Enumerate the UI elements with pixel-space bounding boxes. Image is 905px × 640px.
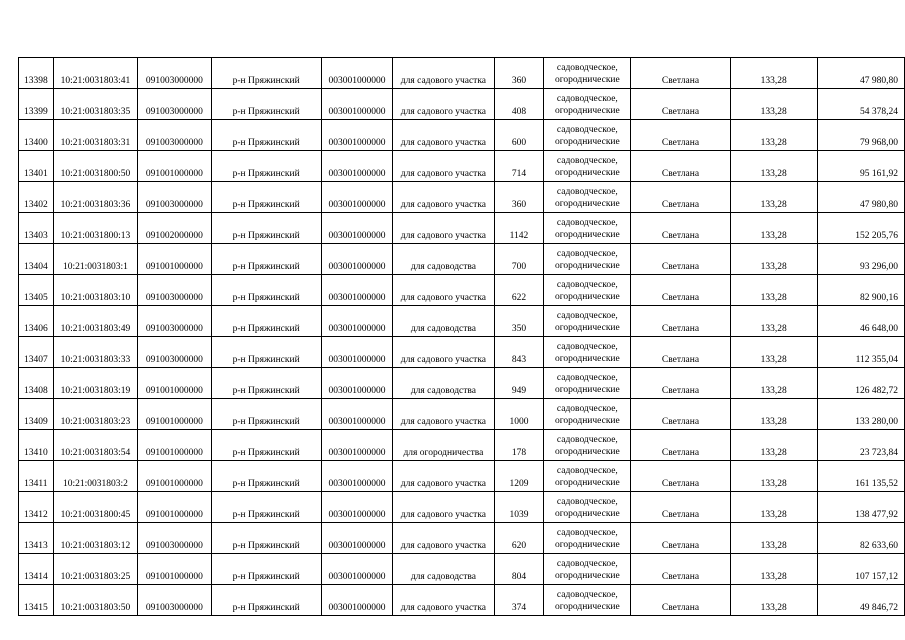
category-line-1: садоводческое,	[556, 373, 618, 383]
row-number-cell: 13400	[19, 120, 54, 151]
permitted-use-cell: для садового участка	[393, 58, 494, 89]
amount-cell: 82 633,60	[817, 523, 904, 554]
area-cell: 360	[494, 58, 544, 89]
land-registry-sheet	[18, 57, 905, 616]
territory-code-cell: 091003000000	[138, 58, 211, 89]
area-cell: 714	[494, 151, 544, 182]
permitted-use-cell: для садового участка	[393, 89, 494, 120]
cadastral-number-cell: 10:21:0031803:25	[53, 554, 138, 585]
owner-name-cell: Светлана	[631, 523, 730, 554]
area-cell: 804	[494, 554, 544, 585]
territory-code-cell: 091001000000	[138, 554, 211, 585]
table-row	[19, 89, 905, 120]
territory-code-cell: 091003000000	[138, 89, 211, 120]
owner-name-cell: Светлана	[631, 151, 730, 182]
owner-name-cell: Светлана	[631, 585, 730, 616]
table-row	[19, 554, 905, 585]
cadastral-number-cell: 10:21:0031803:19	[53, 368, 138, 399]
row-number-cell: 13409	[19, 399, 54, 430]
owner-name-cell: Светлана	[631, 244, 730, 275]
category-cell	[544, 182, 631, 213]
rate-cell: 133,28	[730, 58, 817, 89]
district-cell: р-н Пряжинский	[211, 213, 321, 244]
row-number-cell: 13412	[19, 492, 54, 523]
amount-cell: 112 355,04	[817, 337, 904, 368]
category-cell	[544, 492, 631, 523]
territory-code-cell: 091001000000	[138, 430, 211, 461]
district-cell: р-н Пряжинский	[211, 461, 321, 492]
table-row	[19, 275, 905, 306]
zone-code-cell: 003001000000	[321, 244, 393, 275]
owner-name-cell: Светлана	[631, 89, 730, 120]
category-cell	[544, 58, 631, 89]
category-cell	[544, 120, 631, 151]
row-number-cell: 13411	[19, 461, 54, 492]
area-cell: 949	[494, 368, 544, 399]
zone-code-cell: 003001000000	[321, 306, 393, 337]
territory-code-cell: 091003000000	[138, 337, 211, 368]
area-cell: 360	[494, 182, 544, 213]
cadastral-number-cell: 10:21:0031800:50	[53, 151, 138, 182]
land-plots-table	[18, 57, 905, 616]
category-line-1: садоводческое,	[556, 497, 618, 507]
owner-name-cell: Светлана	[631, 492, 730, 523]
zone-code-cell: 003001000000	[321, 182, 393, 213]
cadastral-number-cell: 10:21:0031800:45	[53, 492, 138, 523]
category-line-2: огороднические	[554, 354, 620, 364]
category-cell	[544, 554, 631, 585]
permitted-use-cell: для садоводства	[393, 554, 494, 585]
rate-cell: 133,28	[730, 399, 817, 430]
row-number-cell: 13415	[19, 585, 54, 616]
table-row	[19, 492, 905, 523]
district-cell: р-н Пряжинский	[211, 337, 321, 368]
cadastral-number-cell: 10:21:0031803:23	[53, 399, 138, 430]
category-line-2: огороднические	[554, 385, 620, 395]
category-line-1: садоводческое,	[556, 528, 618, 538]
amount-cell: 46 648,00	[817, 306, 904, 337]
category-cell	[544, 461, 631, 492]
permitted-use-cell: для садового участка	[393, 151, 494, 182]
category-line-1: садоводческое,	[556, 404, 618, 414]
table-row	[19, 244, 905, 275]
rate-cell: 133,28	[730, 120, 817, 151]
zone-code-cell: 003001000000	[321, 399, 393, 430]
table-row	[19, 306, 905, 337]
category-line-2: огороднические	[554, 571, 620, 581]
district-cell: р-н Пряжинский	[211, 399, 321, 430]
cadastral-number-cell: 10:21:0031803:31	[53, 120, 138, 151]
zone-code-cell: 003001000000	[321, 275, 393, 306]
category-cell	[544, 213, 631, 244]
area-cell: 408	[494, 89, 544, 120]
table-row	[19, 461, 905, 492]
district-cell: р-н Пряжинский	[211, 275, 321, 306]
zone-code-cell: 003001000000	[321, 337, 393, 368]
zone-code-cell: 003001000000	[321, 120, 393, 151]
rate-cell: 133,28	[730, 337, 817, 368]
category-line-1: садоводческое,	[556, 156, 618, 166]
row-number-cell: 13403	[19, 213, 54, 244]
area-cell: 1142	[494, 213, 544, 244]
row-number-cell: 13413	[19, 523, 54, 554]
permitted-use-cell: для садоводства	[393, 244, 494, 275]
owner-name-cell: Светлана	[631, 306, 730, 337]
category-line-2: огороднические	[554, 261, 620, 271]
owner-name-cell: Светлана	[631, 275, 730, 306]
area-cell: 1209	[494, 461, 544, 492]
category-line-1: садоводческое,	[556, 280, 618, 290]
category-line-2: огороднические	[554, 168, 620, 178]
category-line-2: огороднические	[554, 416, 620, 426]
district-cell: р-н Пряжинский	[211, 151, 321, 182]
rate-cell: 133,28	[730, 306, 817, 337]
area-cell: 600	[494, 120, 544, 151]
row-number-cell: 13405	[19, 275, 54, 306]
rate-cell: 133,28	[730, 213, 817, 244]
category-line-1: садоводческое,	[556, 249, 618, 259]
district-cell: р-н Пряжинский	[211, 554, 321, 585]
category-cell	[544, 151, 631, 182]
table-row	[19, 585, 905, 616]
cadastral-number-cell: 10:21:0031803:36	[53, 182, 138, 213]
category-line-2: огороднические	[554, 292, 620, 302]
category-line-2: огороднические	[554, 75, 620, 85]
row-number-cell: 13414	[19, 554, 54, 585]
cadastral-number-cell: 10:21:0031803:49	[53, 306, 138, 337]
district-cell: р-н Пряжинский	[211, 120, 321, 151]
category-line-1: садоводческое,	[556, 342, 618, 352]
row-number-cell: 13410	[19, 430, 54, 461]
district-cell: р-н Пряжинский	[211, 244, 321, 275]
amount-cell: 47 980,80	[817, 182, 904, 213]
owner-name-cell: Светлана	[631, 120, 730, 151]
territory-code-cell: 091003000000	[138, 585, 211, 616]
table-row	[19, 151, 905, 182]
cadastral-number-cell: 10:21:0031803:33	[53, 337, 138, 368]
rate-cell: 133,28	[730, 430, 817, 461]
zone-code-cell: 003001000000	[321, 585, 393, 616]
permitted-use-cell: для садового участка	[393, 275, 494, 306]
row-number-cell: 13402	[19, 182, 54, 213]
territory-code-cell: 091003000000	[138, 182, 211, 213]
category-line-2: огороднические	[554, 106, 620, 116]
category-line-1: садоводческое,	[556, 466, 618, 476]
row-number-cell: 13404	[19, 244, 54, 275]
area-cell: 1000	[494, 399, 544, 430]
table-row	[19, 337, 905, 368]
rate-cell: 133,28	[730, 461, 817, 492]
zone-code-cell: 003001000000	[321, 213, 393, 244]
permitted-use-cell: для садового участка	[393, 523, 494, 554]
category-line-2: огороднические	[554, 230, 620, 240]
category-cell	[544, 306, 631, 337]
table-row	[19, 182, 905, 213]
territory-code-cell: 091001000000	[138, 244, 211, 275]
table-body	[19, 58, 905, 616]
category-line-2: огороднические	[554, 602, 620, 612]
permitted-use-cell: для садового участка	[393, 461, 494, 492]
category-line-2: огороднические	[554, 137, 620, 147]
territory-code-cell: 091001000000	[138, 368, 211, 399]
area-cell: 1039	[494, 492, 544, 523]
permitted-use-cell: для садового участка	[393, 337, 494, 368]
territory-code-cell: 091002000000	[138, 213, 211, 244]
zone-code-cell: 003001000000	[321, 89, 393, 120]
territory-code-cell: 091003000000	[138, 523, 211, 554]
cadastral-number-cell: 10:21:0031800:13	[53, 213, 138, 244]
district-cell: р-н Пряжинский	[211, 182, 321, 213]
category-cell	[544, 399, 631, 430]
row-number-cell: 13407	[19, 337, 54, 368]
area-cell: 843	[494, 337, 544, 368]
zone-code-cell: 003001000000	[321, 461, 393, 492]
district-cell: р-н Пряжинский	[211, 523, 321, 554]
territory-code-cell: 091001000000	[138, 151, 211, 182]
territory-code-cell: 091001000000	[138, 399, 211, 430]
permitted-use-cell: для садового участка	[393, 585, 494, 616]
permitted-use-cell: для садового участка	[393, 492, 494, 523]
district-cell: р-н Пряжинский	[211, 430, 321, 461]
amount-cell: 152 205,76	[817, 213, 904, 244]
rate-cell: 133,28	[730, 89, 817, 120]
table-row	[19, 523, 905, 554]
district-cell: р-н Пряжинский	[211, 306, 321, 337]
amount-cell: 23 723,84	[817, 430, 904, 461]
cadastral-number-cell: 10:21:0031803:1	[53, 244, 138, 275]
district-cell: р-н Пряжинский	[211, 492, 321, 523]
category-line-1: садоводческое,	[556, 435, 618, 445]
area-cell: 620	[494, 523, 544, 554]
permitted-use-cell: для садового участка	[393, 182, 494, 213]
row-number-cell: 13408	[19, 368, 54, 399]
rate-cell: 133,28	[730, 151, 817, 182]
territory-code-cell: 091003000000	[138, 306, 211, 337]
amount-cell: 49 846,72	[817, 585, 904, 616]
territory-code-cell: 091001000000	[138, 461, 211, 492]
permitted-use-cell: для садового участка	[393, 213, 494, 244]
territory-code-cell: 091001000000	[138, 492, 211, 523]
amount-cell: 82 900,16	[817, 275, 904, 306]
area-cell: 374	[494, 585, 544, 616]
category-line-1: садоводческое,	[556, 218, 618, 228]
category-line-1: садоводческое,	[556, 125, 618, 135]
category-line-1: садоводческое,	[556, 559, 618, 569]
zone-code-cell: 003001000000	[321, 554, 393, 585]
amount-cell: 126 482,72	[817, 368, 904, 399]
category-line-2: огороднические	[554, 509, 620, 519]
amount-cell: 95 161,92	[817, 151, 904, 182]
amount-cell: 133 280,00	[817, 399, 904, 430]
owner-name-cell: Светлана	[631, 430, 730, 461]
table-row	[19, 120, 905, 151]
district-cell: р-н Пряжинский	[211, 368, 321, 399]
zone-code-cell: 003001000000	[321, 368, 393, 399]
owner-name-cell: Светлана	[631, 58, 730, 89]
permitted-use-cell: для огородничества	[393, 430, 494, 461]
category-cell	[544, 368, 631, 399]
area-cell: 622	[494, 275, 544, 306]
cadastral-number-cell: 10:21:0031803:41	[53, 58, 138, 89]
amount-cell: 54 378,24	[817, 89, 904, 120]
rate-cell: 133,28	[730, 523, 817, 554]
rate-cell: 133,28	[730, 182, 817, 213]
rate-cell: 133,28	[730, 275, 817, 306]
permitted-use-cell: для садоводства	[393, 306, 494, 337]
table-row	[19, 399, 905, 430]
table-row	[19, 430, 905, 461]
owner-name-cell: Светлана	[631, 182, 730, 213]
area-cell: 178	[494, 430, 544, 461]
owner-name-cell: Светлана	[631, 337, 730, 368]
amount-cell: 161 135,52	[817, 461, 904, 492]
zone-code-cell: 003001000000	[321, 58, 393, 89]
cadastral-number-cell: 10:21:0031803:12	[53, 523, 138, 554]
rate-cell: 133,28	[730, 585, 817, 616]
permitted-use-cell: для садоводства	[393, 368, 494, 399]
zone-code-cell: 003001000000	[321, 430, 393, 461]
category-line-1: садоводческое,	[556, 94, 618, 104]
category-cell	[544, 523, 631, 554]
row-number-cell: 13406	[19, 306, 54, 337]
amount-cell: 47 980,80	[817, 58, 904, 89]
category-line-2: огороднические	[554, 540, 620, 550]
category-line-2: огороднические	[554, 447, 620, 457]
category-line-1: садоводческое,	[556, 311, 618, 321]
zone-code-cell: 003001000000	[321, 492, 393, 523]
rate-cell: 133,28	[730, 554, 817, 585]
category-cell	[544, 430, 631, 461]
category-line-2: огороднические	[554, 199, 620, 209]
category-cell	[544, 585, 631, 616]
zone-code-cell: 003001000000	[321, 151, 393, 182]
table-row	[19, 213, 905, 244]
row-number-cell: 13401	[19, 151, 54, 182]
category-line-1: садоводческое,	[556, 590, 618, 600]
category-line-2: огороднические	[554, 478, 620, 488]
category-line-1: садоводческое,	[556, 63, 618, 73]
amount-cell: 93 296,00	[817, 244, 904, 275]
area-cell: 350	[494, 306, 544, 337]
category-cell	[544, 337, 631, 368]
amount-cell: 107 157,12	[817, 554, 904, 585]
table-row	[19, 368, 905, 399]
area-cell: 700	[494, 244, 544, 275]
cadastral-number-cell: 10:21:0031803:50	[53, 585, 138, 616]
cadastral-number-cell: 10:21:0031803:2	[53, 461, 138, 492]
table-row	[19, 58, 905, 89]
rate-cell: 133,28	[730, 492, 817, 523]
category-cell	[544, 275, 631, 306]
territory-code-cell: 091003000000	[138, 120, 211, 151]
permitted-use-cell: для садового участка	[393, 399, 494, 430]
territory-code-cell: 091003000000	[138, 275, 211, 306]
owner-name-cell: Светлана	[631, 213, 730, 244]
row-number-cell: 13398	[19, 58, 54, 89]
category-line-1: садоводческое,	[556, 187, 618, 197]
district-cell: р-н Пряжинский	[211, 58, 321, 89]
category-cell	[544, 244, 631, 275]
district-cell: р-н Пряжинский	[211, 89, 321, 120]
cadastral-number-cell: 10:21:0031803:35	[53, 89, 138, 120]
zone-code-cell: 003001000000	[321, 523, 393, 554]
permitted-use-cell: для садового участка	[393, 120, 494, 151]
row-number-cell: 13399	[19, 89, 54, 120]
amount-cell: 138 477,92	[817, 492, 904, 523]
rate-cell: 133,28	[730, 368, 817, 399]
cadastral-number-cell: 10:21:0031803:54	[53, 430, 138, 461]
district-cell: р-н Пряжинский	[211, 585, 321, 616]
cadastral-number-cell: 10:21:0031803:10	[53, 275, 138, 306]
owner-name-cell: Светлана	[631, 368, 730, 399]
owner-name-cell: Светлана	[631, 461, 730, 492]
owner-name-cell: Светлана	[631, 399, 730, 430]
owner-name-cell: Светлана	[631, 554, 730, 585]
rate-cell: 133,28	[730, 244, 817, 275]
category-line-2: огороднические	[554, 323, 620, 333]
amount-cell: 79 968,00	[817, 120, 904, 151]
category-cell	[544, 89, 631, 120]
